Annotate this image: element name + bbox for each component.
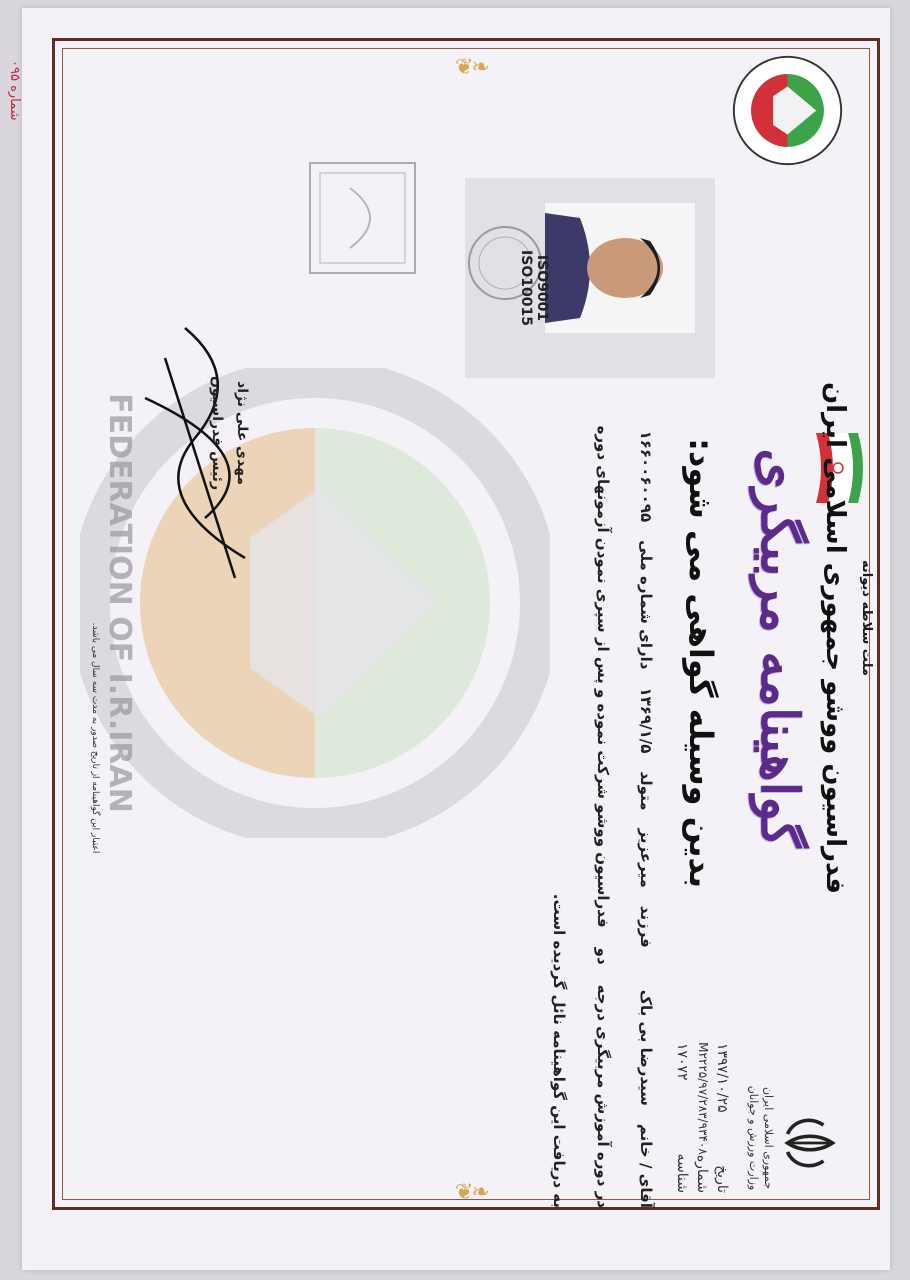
iran-emblem-icon	[780, 1098, 840, 1188]
certificate-title: گواهینامه مربیگری	[749, 448, 810, 848]
recipient-name: سیدرضا بی باک	[637, 989, 655, 1106]
born-date: ۱۳۶۹/۱/۵	[637, 687, 655, 754]
iso-10015: ISO10015	[518, 250, 534, 326]
meta-block	[670, 1043, 730, 1193]
blessing-text: ملت سلاطه دیوانه	[859, 560, 874, 676]
date-value: ۱۳۹۷/۱۰/۲۵	[714, 1043, 730, 1113]
id-value: ۱۷۰۷۲	[674, 1043, 690, 1081]
national-label: دارای شماره ملی	[637, 540, 655, 670]
certificate-content	[52, 38, 880, 1210]
body-line-1	[637, 338, 655, 1208]
number-value: M۲۲۲۵/۹۷/۲۸۳/۹۳۴۰۸	[696, 1042, 710, 1155]
ornament-top: ❦❧	[455, 55, 488, 80]
iso-9001: ISO9001	[534, 254, 550, 322]
id-label: شناسه	[674, 1153, 690, 1193]
president-name: مهدی علی نژاد	[234, 381, 250, 485]
ornament-bottom: ❦❧	[455, 1180, 488, 1205]
president-role: رئیس فدراسیون	[209, 375, 225, 491]
recipient-photo	[545, 203, 695, 333]
father-label: فرزند	[637, 905, 655, 948]
born-label: متولد	[637, 771, 655, 811]
certificate-intro: بدین وسیله گواهی می شود:	[682, 438, 720, 888]
iso-certifications	[518, 238, 550, 338]
father-name: میرعزیز	[637, 828, 655, 888]
ministry-line2: وزارت ورزش و جوانان	[747, 1085, 760, 1191]
title-prefix: آقای / خانم	[637, 1123, 655, 1208]
course-rest: فدراسیون ووشو شرکت نموده و پس از سپری نمودن آزمونهای دوره	[594, 425, 612, 928]
body-line-2	[594, 338, 612, 1208]
course-degree: دو	[594, 947, 612, 965]
federation-name: فدراسیون ووشو جمهوری اسلامی ایران	[820, 381, 850, 894]
body-line-3: به دریافت این گواهینامه نائل گردیده است.	[550, 893, 568, 1208]
federation-logo-icon	[730, 53, 845, 168]
validity-footnote: اعتبار این گواهینامه از تاریخ صدور به مدت سه سال می باشد.	[90, 622, 100, 854]
course-text: در دوره آموزش مربیگری درجه	[594, 984, 612, 1208]
national-id: ۱۶۶۰۰۶۰۰۹۵	[637, 430, 655, 523]
number-label: شماره	[694, 1154, 710, 1193]
date-label: تاریخ	[714, 1165, 730, 1193]
official-stamp	[305, 158, 420, 278]
serial-number: شماره ۰۹۵	[7, 60, 22, 121]
ministry-line1: جمهوری اسلامی ایران	[762, 1086, 775, 1190]
watermark-text: FEDERATION OF I.R.IRAN	[102, 393, 137, 813]
